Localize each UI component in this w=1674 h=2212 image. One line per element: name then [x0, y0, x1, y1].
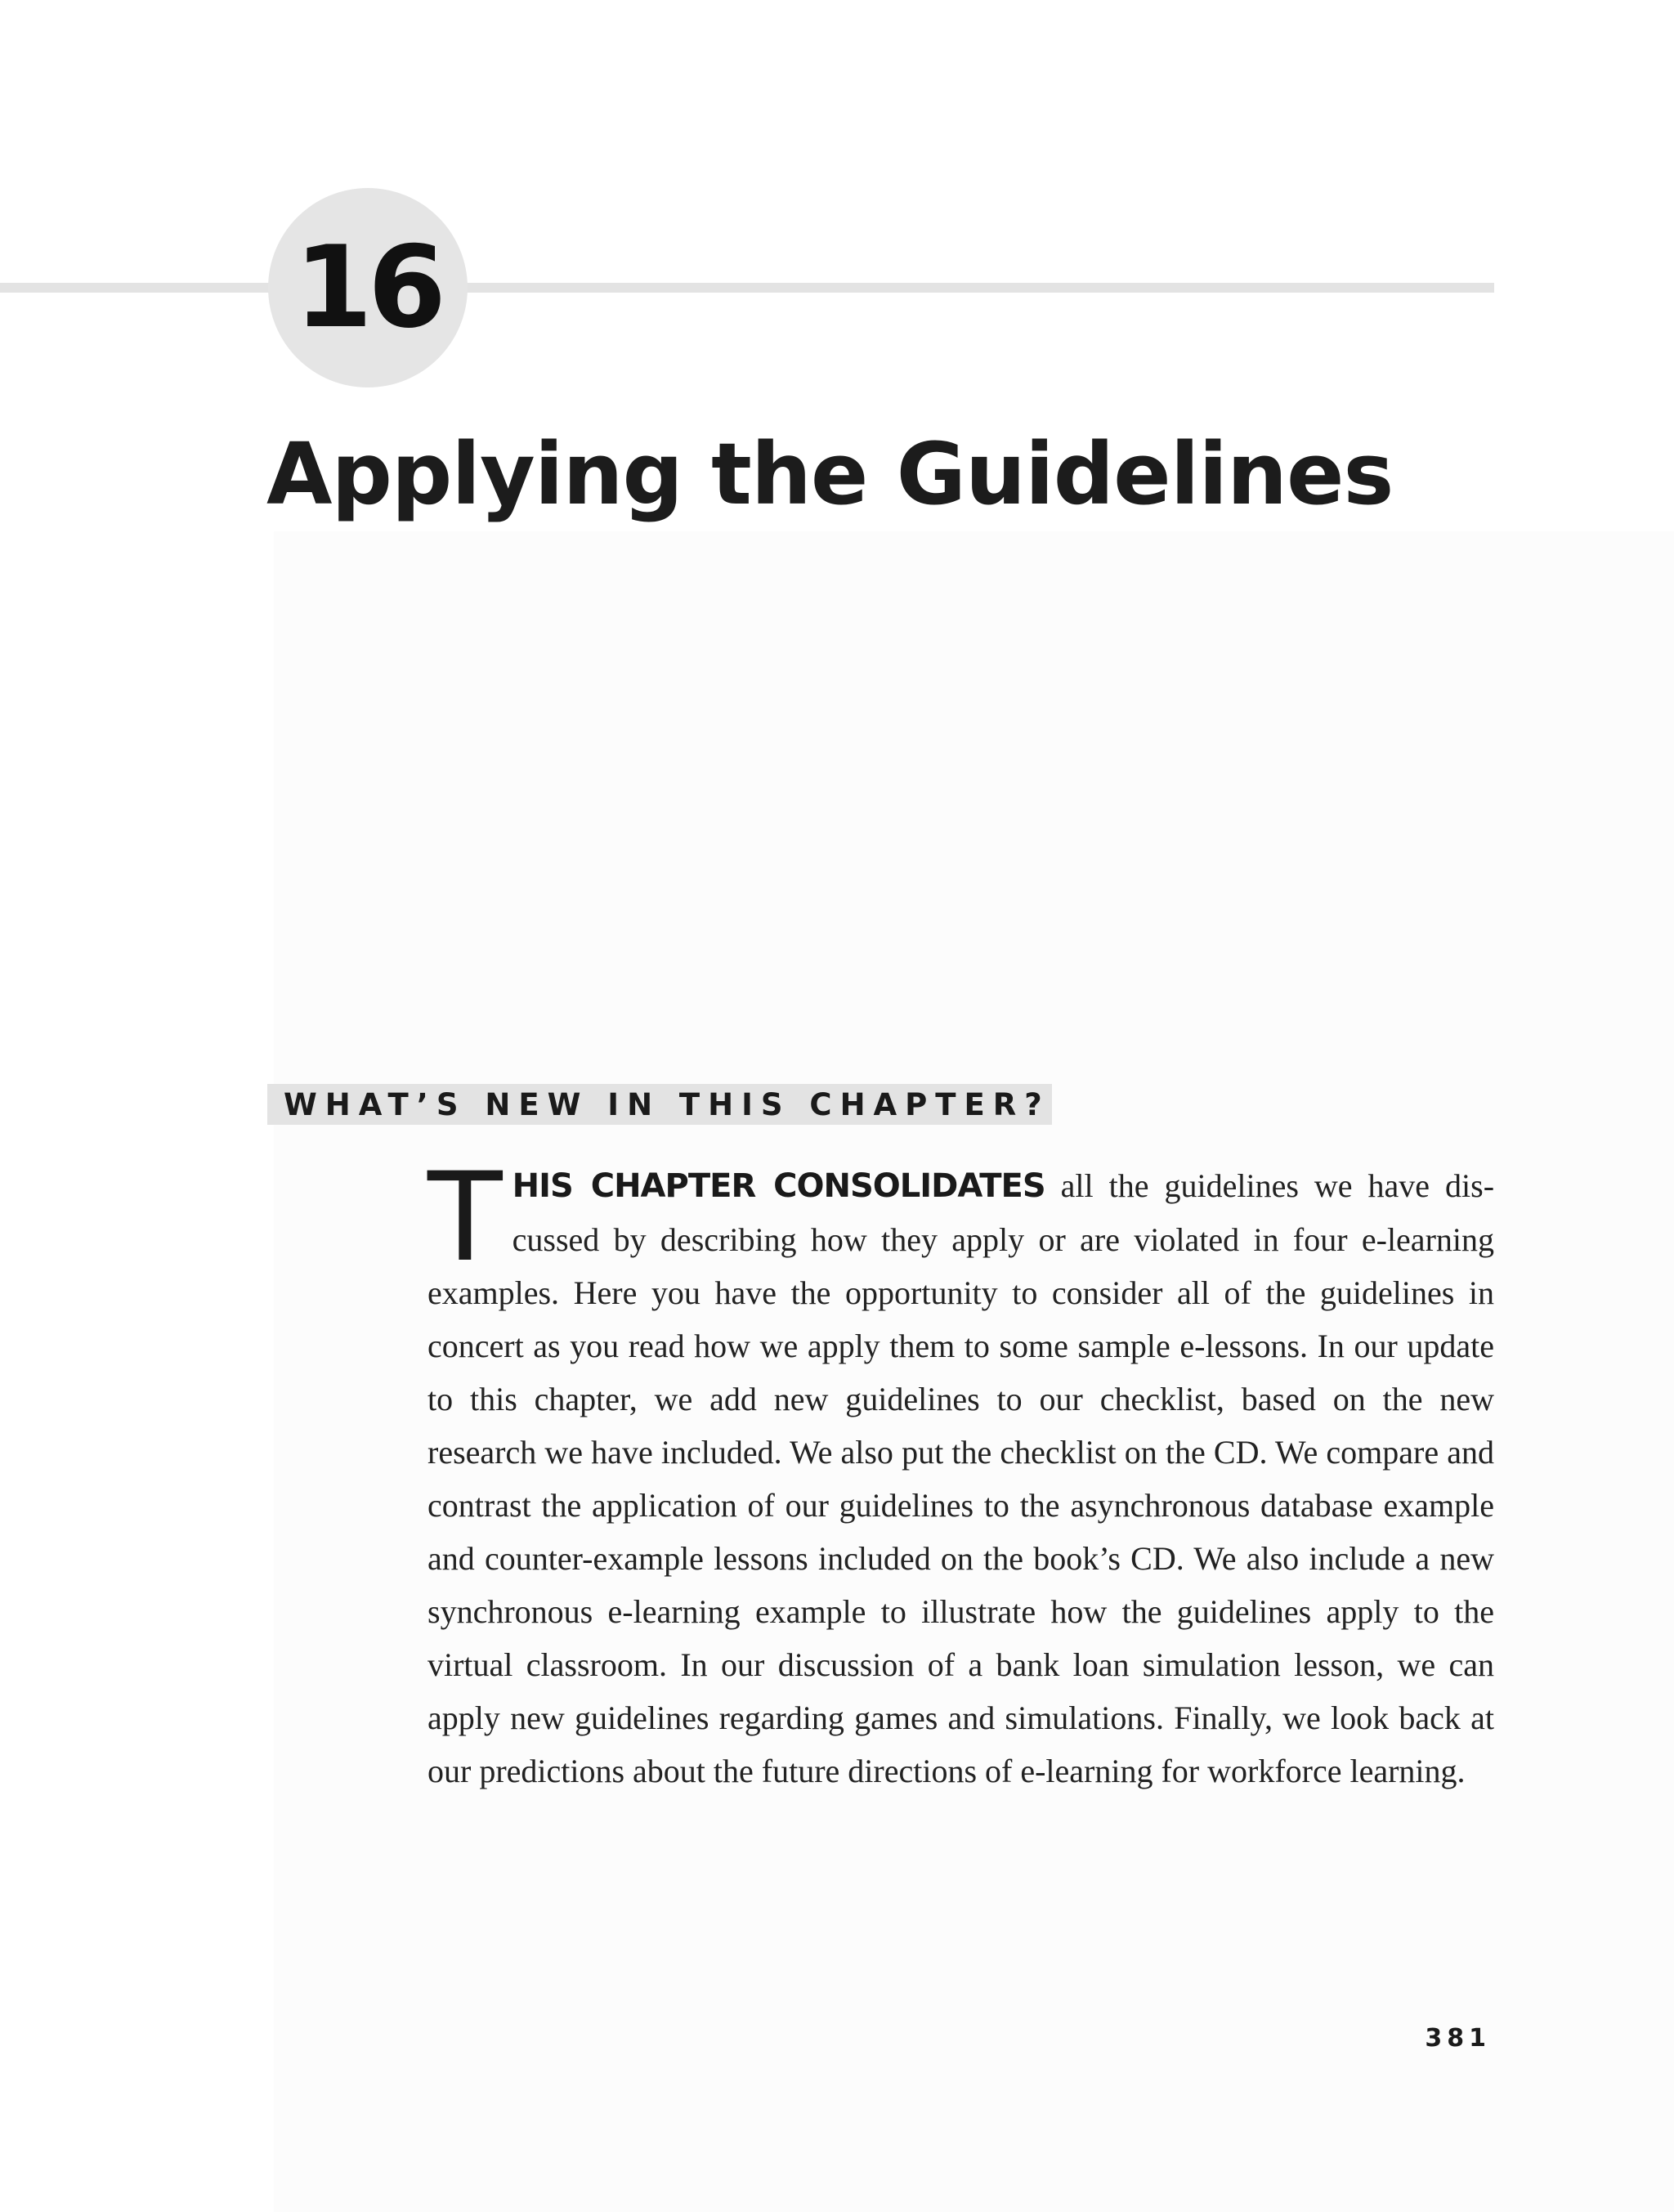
- body-paragraph: [427, 1147, 1495, 1798]
- chapter-rule: [0, 283, 1494, 293]
- section-heading: WHAT’S NEW IN THIS CHAPTER?: [284, 1087, 1050, 1122]
- lead-in-caps: HIS CHAPTER CONSOLIDATES: [512, 1167, 1045, 1205]
- page-number: 381: [1425, 2024, 1491, 2053]
- drop-cap: T: [427, 1147, 503, 1289]
- chapter-number: 16: [293, 222, 442, 353]
- chapter-title: Applying the Guidelines: [266, 424, 1394, 524]
- body-text: all the guidelines we have discussed by describing how they apply or are violated in four e-learning examples. Here you have the opportunity to consider all of the guidelines in concert as you read how we apply them to some sample e-lessons. In our update to this chapter, we add new guidelines to our checklist, based on the new research we have included. We also put the checklist on the CD. We compare and contrast the application of our guidelines to the asynchronous database example and counter-example lessons included on the book’s CD. We also include a new synchronous e-learning example to illustrate how the guidelines apply to the virtual classroom. In our discussion of a bank loan simulation lesson, we can apply new guidelines regarding games and simulations. Finally, we look back at our predictions about the future directions of e-learning for workforce learning.: [427, 1167, 1495, 1789]
